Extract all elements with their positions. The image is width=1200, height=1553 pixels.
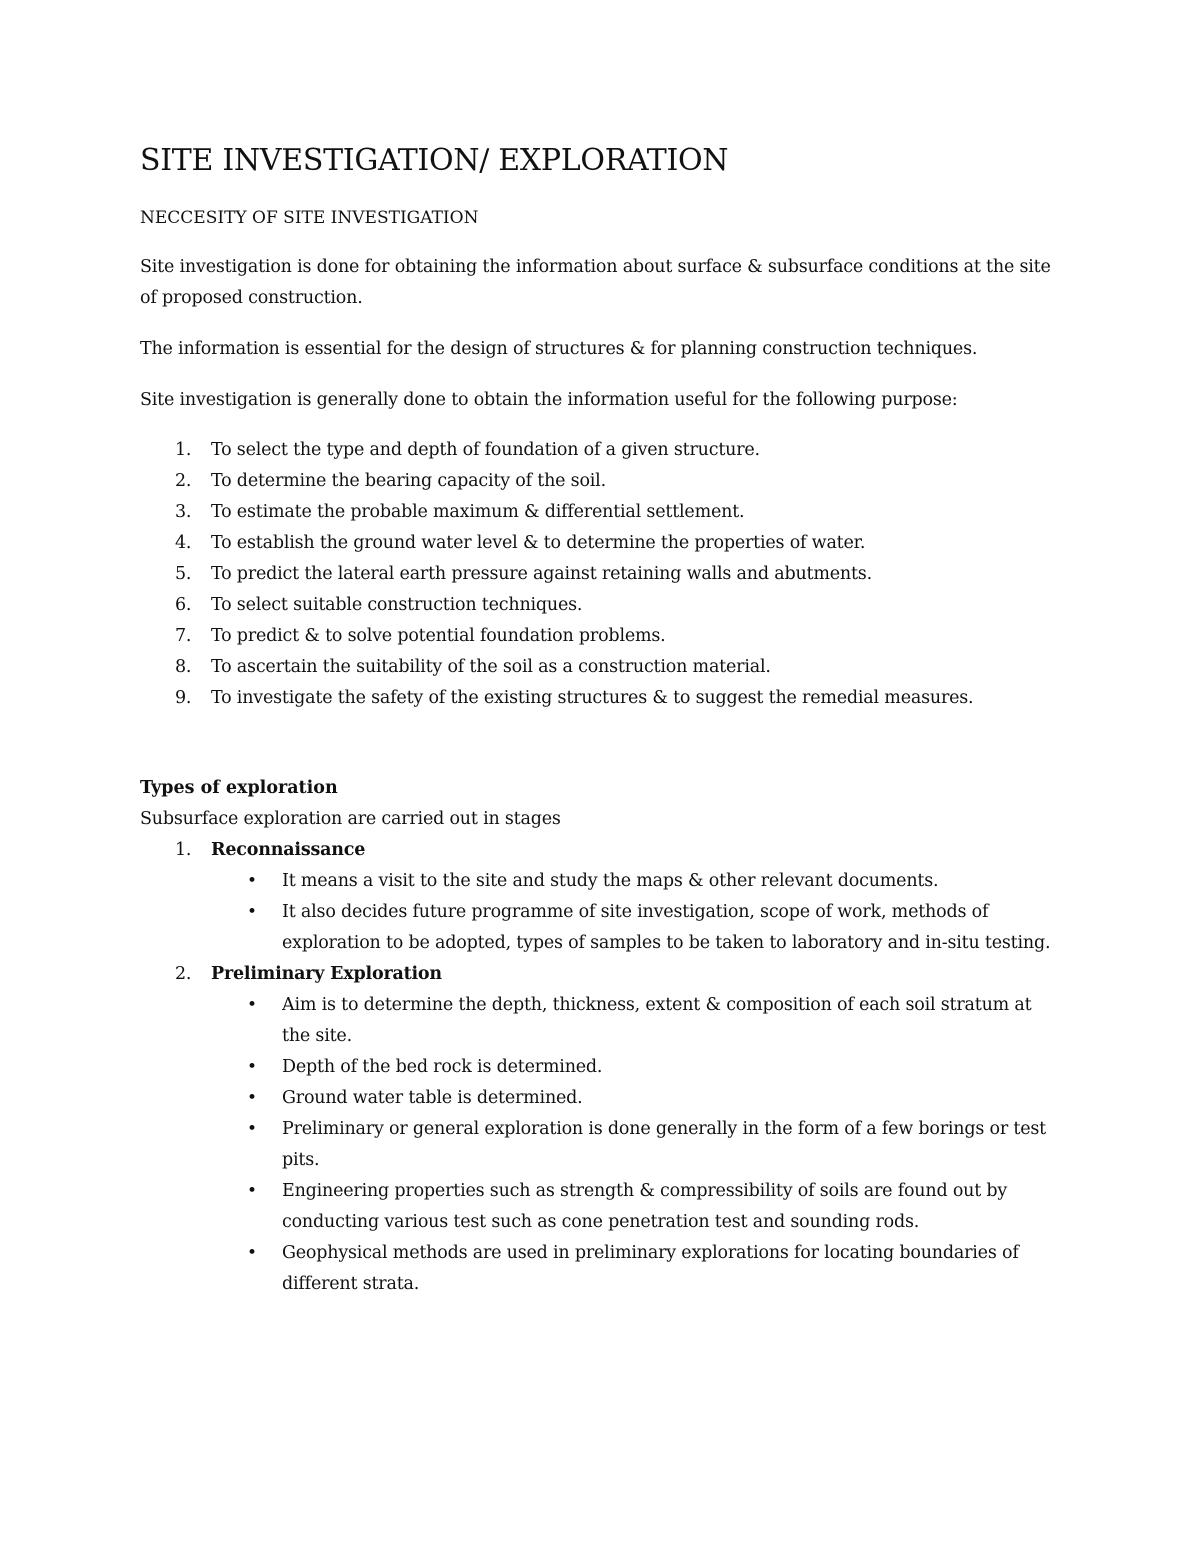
list-item-text: To select the type and depth of foundation of a given structure.	[211, 440, 760, 460]
bullet-icon: •	[247, 871, 257, 891]
bullet-text: Preliminary or general exploration is done generally in the form of a few borings or test pits.	[282, 1119, 1046, 1170]
stage-name: Reconnaissance	[211, 840, 366, 860]
list-number: 8.	[175, 657, 192, 677]
bullet-text: Aim is to determine the depth, thickness, extent & composition of each soil stratum at the site.	[282, 995, 1032, 1046]
stage-heading	[140, 835, 1070, 866]
bullet-text: Depth of the bed rock is determined.	[282, 1057, 603, 1077]
list-item	[140, 497, 1070, 528]
bullet-list	[140, 866, 1070, 959]
list-item-text: To ascertain the suitability of the soil as a construction material.	[211, 657, 771, 677]
list-item	[140, 466, 1070, 497]
bullet-icon: •	[247, 902, 257, 922]
stage-preliminary-exploration	[140, 959, 1070, 1300]
list-item-text: To investigate the safety of the existing structures & to suggest the remedial measures.	[211, 688, 974, 708]
document-title: SITE INVESTIGATION/ EXPLORATION	[140, 143, 729, 178]
bullet-icon: •	[247, 1181, 257, 1201]
list-item	[140, 621, 1070, 652]
list-number: 3.	[175, 502, 192, 522]
bullet-text: It means a visit to the site and study the maps & other relevant documents.	[282, 871, 939, 891]
bullet-text: Geophysical methods are used in preliminary explorations for locating boundaries of different strata.	[282, 1243, 1019, 1294]
list-item-text: To establish the ground water level & to determine the properties of water.	[211, 533, 866, 553]
list-item	[140, 590, 1070, 621]
list-number: 6.	[175, 595, 192, 615]
bullet-item	[140, 1176, 1060, 1238]
list-number: 1.	[175, 440, 192, 460]
list-number: 9.	[175, 688, 192, 708]
bullet-text: Ground water table is determined.	[282, 1088, 583, 1108]
stage-number: 2.	[175, 964, 192, 984]
bullet-item	[140, 1052, 1060, 1083]
bullet-icon: •	[247, 995, 257, 1015]
exploration-heading: Types of exploration	[140, 778, 338, 798]
bullet-text: Engineering properties such as strength & compressibility of soils are found out by conducting various test such as cone penetration test and sounding rods.	[282, 1181, 1008, 1232]
bullet-icon: •	[247, 1243, 257, 1263]
list-item	[140, 683, 1070, 714]
list-number: 7.	[175, 626, 192, 646]
list-item-text: To select suitable construction techniques.	[211, 595, 583, 615]
stage-reconnaissance	[140, 835, 1070, 959]
list-item-text: To determine the bearing capacity of the soil.	[211, 471, 606, 491]
purpose-list	[140, 435, 1070, 714]
list-item-text: To predict the lateral earth pressure against retaining walls and abutments.	[211, 564, 872, 584]
stage-name: Preliminary Exploration	[211, 964, 442, 984]
bullet-item	[140, 1238, 1060, 1300]
paragraph-essential: The information is essential for the design of structures & for planning construction techniques.	[140, 339, 978, 359]
bullet-item	[140, 866, 1060, 897]
list-item-text: To predict & to solve potential foundation problems.	[211, 626, 666, 646]
bullet-item	[140, 1083, 1060, 1114]
exploration-intro: Subsurface exploration are carried out in stages	[140, 809, 561, 829]
list-item	[140, 559, 1070, 590]
paragraph-purpose: Site investigation is generally done to obtain the information useful for the following purpose:	[140, 390, 958, 410]
bullet-item	[140, 990, 1060, 1052]
bullet-list	[140, 990, 1070, 1300]
bullet-icon: •	[247, 1088, 257, 1108]
paragraph-intro: Site investigation is done for obtaining the information about surface & subsurface conditions at the site of proposed construction.	[140, 257, 1051, 308]
exploration-stages	[140, 835, 1070, 1300]
list-number: 5.	[175, 564, 192, 584]
stage-number: 1.	[175, 840, 192, 860]
bullet-text: It also decides future programme of site investigation, scope of work, methods of exploration to be adopted, types of samples to be taken to laboratory and in-situ testing.	[282, 902, 1051, 953]
list-number: 2.	[175, 471, 192, 491]
section-subtitle: NECCESITY OF SITE INVESTIGATION	[140, 208, 479, 228]
list-item	[140, 435, 1070, 466]
bullet-item	[140, 897, 1060, 959]
list-item	[140, 528, 1070, 559]
list-item-text: To estimate the probable maximum & differential settlement.	[211, 502, 745, 522]
bullet-item	[140, 1114, 1060, 1176]
list-item	[140, 652, 1070, 683]
bullet-icon: •	[247, 1057, 257, 1077]
list-number: 4.	[175, 533, 192, 553]
stage-heading	[140, 959, 1070, 990]
bullet-icon: •	[247, 1119, 257, 1139]
